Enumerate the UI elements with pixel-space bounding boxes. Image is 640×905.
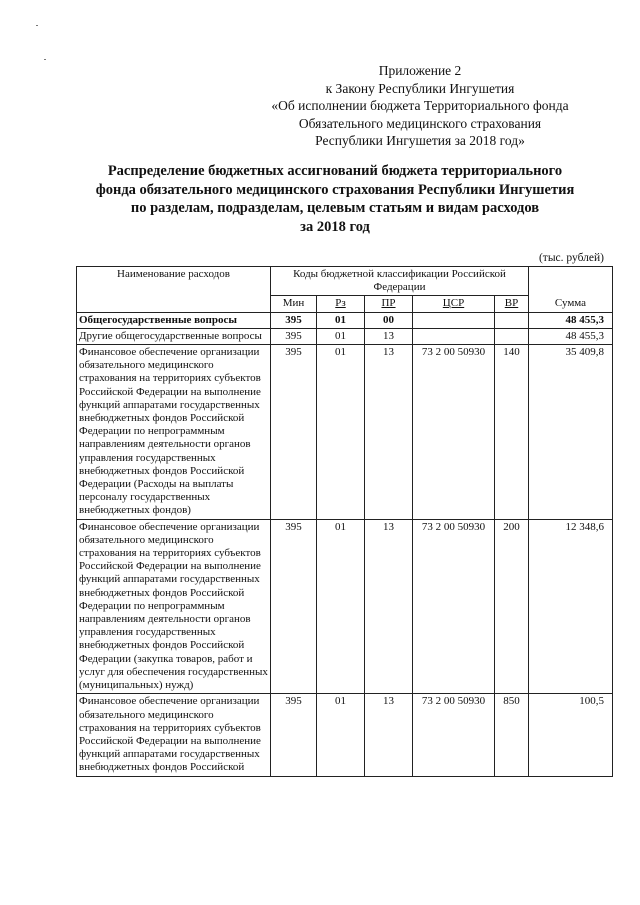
table-row [77, 519, 613, 694]
row-vr [495, 312, 529, 328]
table-header-row [77, 267, 613, 296]
title-line: Распределение бюджетных ассигнований бюджета территориального [107, 163, 563, 179]
row-name: Финансовое обеспечение организации обязательного медицинского страхования на территориях субъектов Российской Федерации на выполнение функций аппаратами государственных внебюджетных фондов Российской [77, 694, 271, 776]
row-name: Другие общегосударственные вопросы [77, 328, 271, 344]
appendix-line: Республики Ингушетия за 2018 год» [315, 133, 525, 148]
table-row [77, 694, 613, 776]
row-vr: 850 [495, 694, 529, 776]
row-min: 395 [271, 694, 317, 776]
header-name: Наименование расходов [77, 267, 271, 313]
row-rz: 01 [317, 328, 365, 344]
scan-speck [44, 59, 46, 60]
row-vr [495, 328, 529, 344]
row-csr: 73 2 00 50930 [413, 694, 495, 776]
header-rz: Рз [317, 296, 365, 312]
header-csr: ЦСР [413, 296, 495, 312]
row-pr: 13 [365, 328, 413, 344]
row-name: Общегосударственные вопросы [77, 312, 271, 328]
header-vr: ВР [495, 296, 529, 312]
row-csr: 73 2 00 50930 [413, 345, 495, 520]
row-pr: 13 [365, 345, 413, 520]
title-line: фонда обязательного медицинского страхования Республики Ингушетия [95, 181, 575, 198]
row-csr [413, 328, 495, 344]
row-rz: 01 [317, 694, 365, 776]
row-vr: 140 [495, 345, 529, 520]
row-sum: 48 455,3 [529, 312, 613, 328]
table-row [77, 312, 613, 328]
scan-speck [36, 25, 38, 26]
row-vr: 200 [495, 519, 529, 694]
row-pr: 00 [365, 312, 413, 328]
row-sum: 100,5 [529, 694, 613, 776]
title-line: по разделам, подразделам, целевым статьям и видам расходов [130, 200, 540, 216]
row-pr: 13 [365, 519, 413, 694]
units-label: (тыс. рублей) [538, 252, 604, 264]
row-min: 395 [271, 328, 317, 344]
table-row [77, 328, 613, 344]
row-min: 395 [271, 519, 317, 694]
header-pr: ПР [365, 296, 413, 312]
appendix-line: «Об исполнении бюджета Территориального фонда [271, 98, 569, 113]
budget-table [76, 266, 613, 777]
row-name: Финансовое обеспечение организации обязательного медицинского страхования на территориях субъектов Российской Федерации на выполнение функций аппаратами государственных внебюджетных фондов Российской Федерации по непрограммным направлениям деятельности органов управления государственных внебюджетных фондов Российской Федерации (закупка товаров, работ и услуг для обеспечения государственных (муниципальных) нужд) [77, 519, 271, 694]
row-name: Финансовое обеспечение организации обязательного медицинского страхования на территориях субъектов Российской Федерации на выполнение функций аппаратами государственных внебюджетных фондов Российской Федерации по непрограммным направлениям деятельности органов управления государственных внебюджетных фондов Российской Федерации (Расходы на выплаты персоналу государственных внебюджетных фондов) [77, 345, 271, 520]
row-rz: 01 [317, 345, 365, 520]
header-min: Мин [271, 296, 317, 312]
appendix-line: Приложение 2 [378, 63, 462, 78]
row-sum: 12 348,6 [529, 519, 613, 694]
header-codes: Коды бюджетной классификации Российской Федерации [271, 267, 529, 296]
appendix-header [230, 62, 610, 150]
row-min: 395 [271, 345, 317, 520]
row-csr [413, 312, 495, 328]
appendix-line: к Закону Республики Ингушетия [325, 80, 515, 96]
row-sum: 48 455,3 [529, 328, 613, 344]
row-pr: 13 [365, 694, 413, 776]
header-sum: Сумма [529, 267, 613, 313]
appendix-line: Обязательного медицинского страхования [298, 115, 542, 131]
row-csr: 73 2 00 50930 [413, 519, 495, 694]
row-sum: 35 409,8 [529, 345, 613, 520]
row-min: 395 [271, 312, 317, 328]
document-title [70, 162, 600, 236]
row-rz: 01 [317, 519, 365, 694]
title-line: за 2018 год [300, 218, 370, 235]
row-rz: 01 [317, 312, 365, 328]
table-row [77, 345, 613, 520]
